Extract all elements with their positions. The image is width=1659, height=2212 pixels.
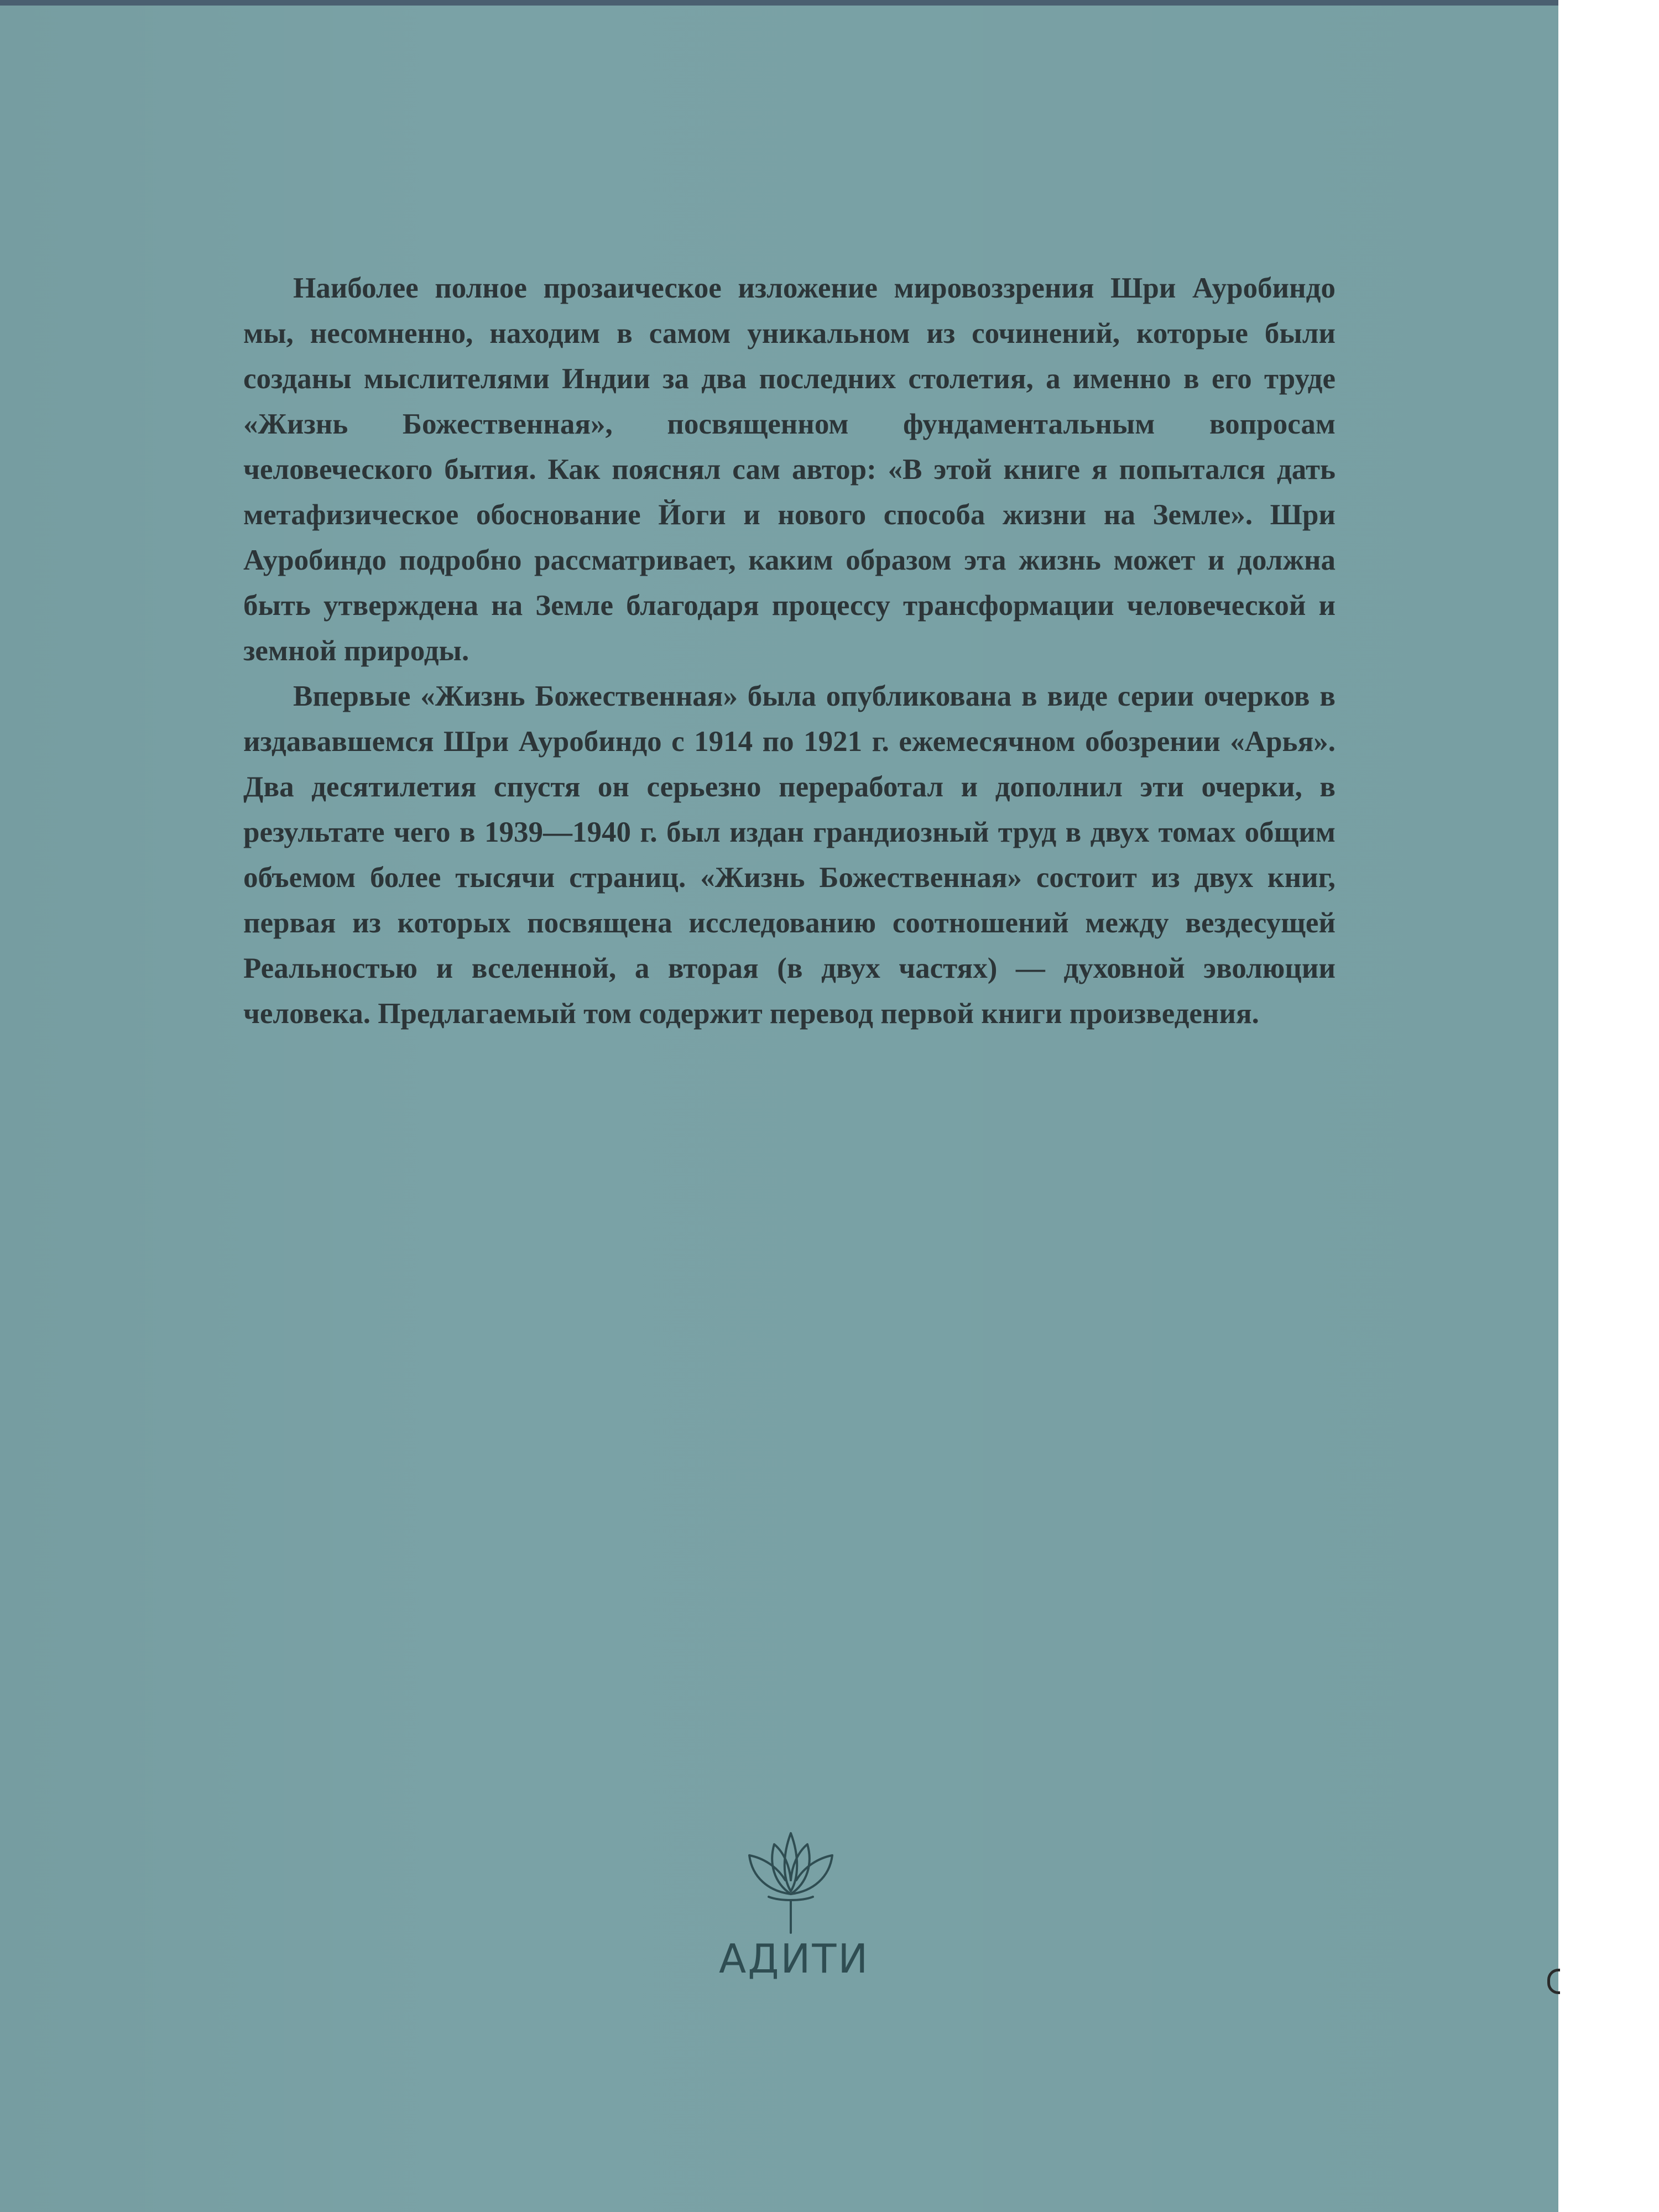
paragraph-2: Впервые «Жизнь Божественная» была опубликована в виде серии очерков в издававшемся Шри Ауробиндо с 1914 по 1921 г. ежемесячном обозрении «Арья». Два десятилетия спустя он серьезно переработал и дополнил эти очерки, в результате чего в 1939—1940 г. был издан грандиозный труд в двух томах общим объемом более тысячи страниц. «Жизнь Божественная» состоит из двух книг, первая из которых посвящена исследованию соотношений между вездесущей Реальностью и вселенной, а вторая (в двух частях) — духовной эволюции человека. Предлагаемый том содержит перевод первой книги произведения. — [243, 680, 1335, 1030]
lotus-icon — [730, 1825, 852, 1936]
publisher-logo — [719, 1825, 870, 1991]
publisher-name: АДИТИ — [719, 1936, 870, 1982]
annotation-text — [243, 265, 1335, 1036]
cover-top-edge — [0, 0, 1558, 6]
paragraph-1: Наиболее полное прозаическое изложение мировоззрения Шри Ауробиндо мы, несомненно, находим в самом уникальном из сочинений, которые были созданы мыслителями Индии за два последних столетия, а именно в его труде «Жизнь Божественная», посвященном фундаментальным вопросам человеческого бытия. Как пояснял сам автор: «В этой книге я попытался дать метафизическое обоснование Йоги и нового способа жизни на Земле». Шри Ауробиндо подробно рассматривает, каким образом эта жизнь может и должна быть утверждена на Земле благодаря процессу трансформации человеческой и земной природы. — [243, 272, 1335, 667]
